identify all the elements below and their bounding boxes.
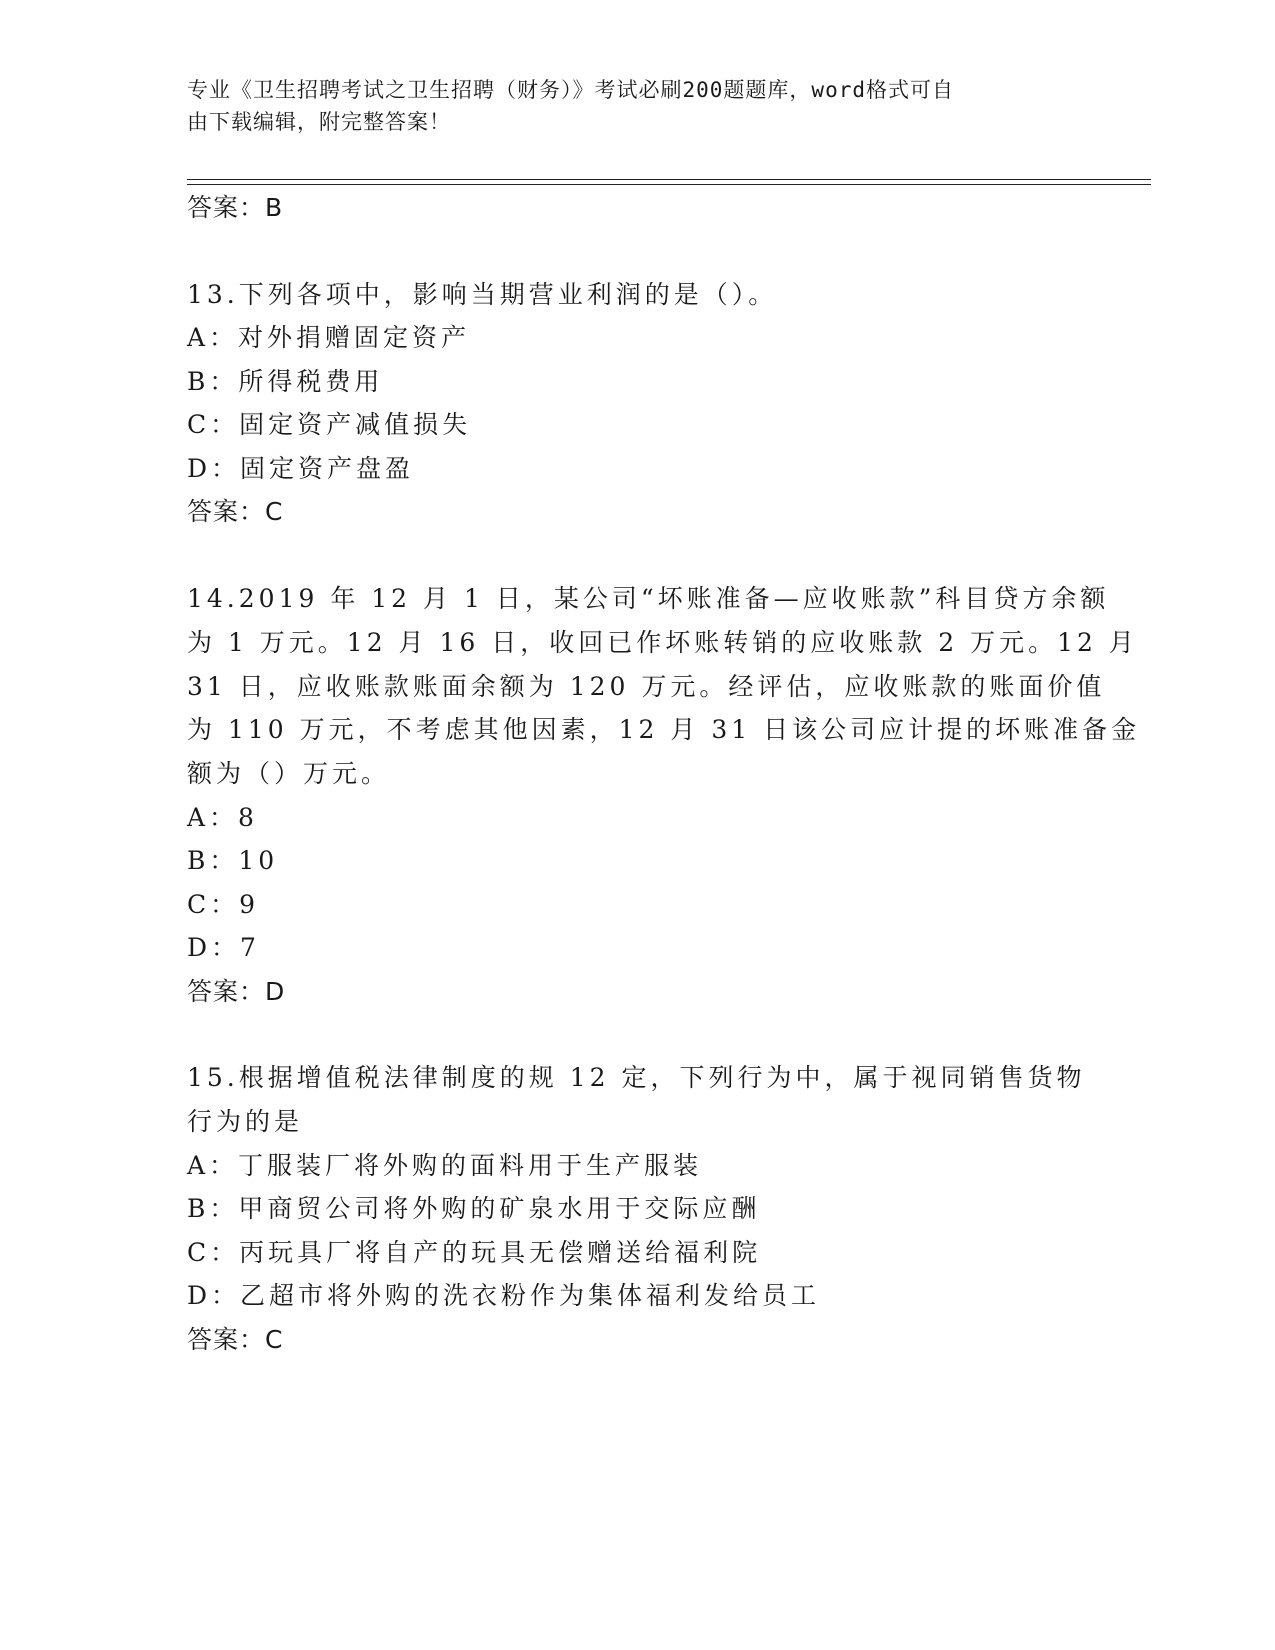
- question-15-option-b: B：甲商贸公司将外购的矿泉水用于交际应酬: [187, 1194, 761, 1223]
- question-15-option-d: D：乙超市将外购的洗衣粉作为集体福利发给员工: [187, 1281, 821, 1310]
- question-14-option-c: C：9: [187, 890, 260, 919]
- question-13-option-a: A：对外捐赠固定资产: [187, 323, 471, 352]
- question-13-option-d: D：固定资产盘盈: [187, 454, 415, 483]
- question-13-text: 13.下列各项中，影响当期营业利润的是（）。: [187, 280, 778, 309]
- question-14-text-line-2: 为 1 万元。12 月 16 日，收回已作坏账转销的应收账款 2 万元。12 月: [187, 628, 1138, 657]
- question-13-answer: 答案：C: [187, 497, 284, 526]
- question-15-text-line-1: 15.根据增值税法律制度的规 12 定，下列行为中，属于视同销售货物: [187, 1063, 1086, 1092]
- question-15-text-line-2: 行为的是: [187, 1107, 304, 1136]
- question-14-text-line-4: 为 110 万元，不考虑其他因素，12 月 31 日该公司应计提的坏账准备金: [187, 715, 1141, 744]
- question-15-answer: 答案：C: [187, 1325, 284, 1354]
- question-14-text-line-1: 14.2019 年 12 月 1 日，某公司“坏账准备—应收账款”科目贷方余额: [187, 584, 1110, 613]
- question-14-text-line-3: 31 日，应收账款账面余额为 120 万元。经评估，应收账款的账面价值: [187, 672, 1106, 701]
- answer-previous: 答案：B: [187, 193, 284, 222]
- question-14-option-a: A：8: [187, 803, 258, 832]
- question-15-option-a: A：丁服装厂将外购的面料用于生产服装: [187, 1151, 703, 1180]
- header-line-1: 专业《卫生招聘考试之卫生招聘（财务）》考试必刷200题题库，word格式可自: [187, 78, 954, 102]
- header-line-2: 由下载编辑，附完整答案！: [187, 110, 451, 134]
- question-14-text-line-5: 额为（）万元。: [187, 759, 391, 788]
- question-15-option-c: C：丙玩具厂将自产的玩具无偿赠送给福利院: [187, 1238, 762, 1267]
- question-13-option-b: B：所得税费用: [187, 367, 384, 396]
- header-divider-bottom: [187, 184, 1151, 185]
- question-14-answer: 答案：D: [187, 977, 286, 1006]
- question-14-option-b: B：10: [187, 846, 279, 875]
- question-13-option-c: C：固定资产减值损失: [187, 410, 472, 439]
- document-header: [187, 74, 1067, 138]
- question-14-option-d: D：7: [187, 933, 260, 962]
- header-divider-top: [187, 179, 1151, 180]
